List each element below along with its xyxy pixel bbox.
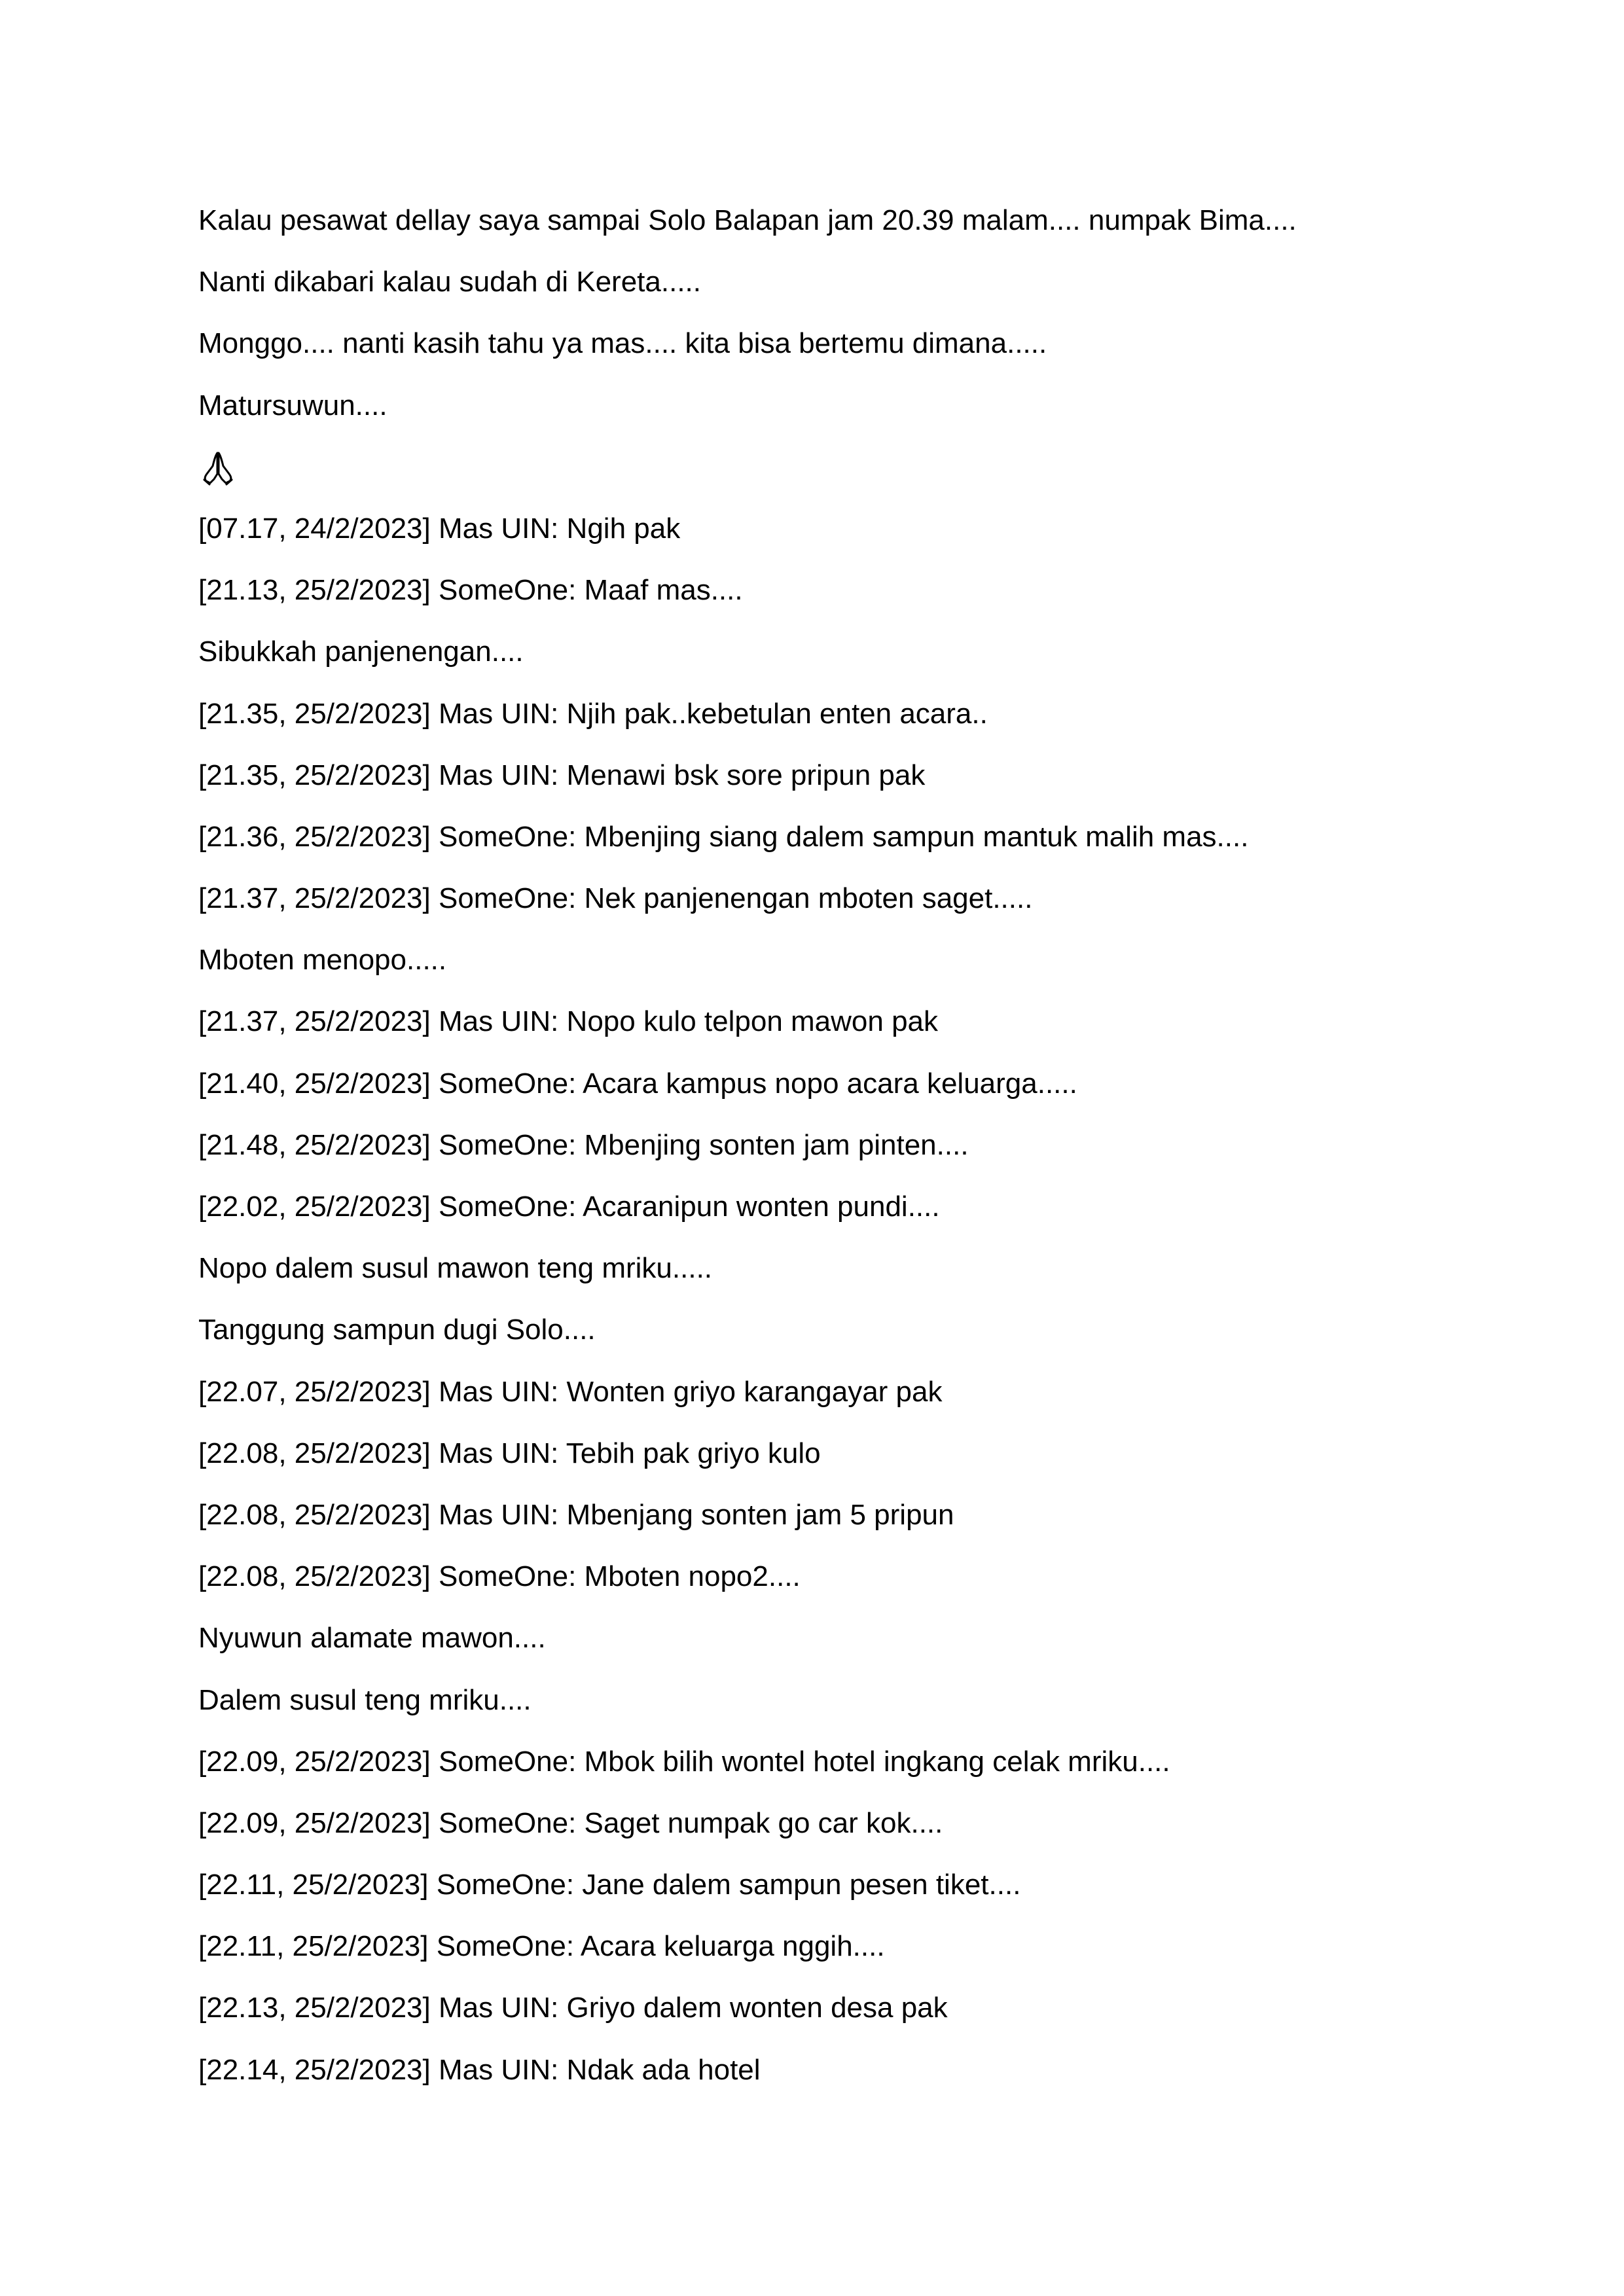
- text-line: Nopo dalem susul mawon teng mriku.....: [198, 1252, 713, 1285]
- text-line: [22.02, 25/2/2023] SomeOne: Acaranipun wonten pundi....: [198, 1191, 940, 1223]
- text-line: Tanggung sampun dugi Solo....: [198, 1314, 596, 1346]
- text-line: Nanti dikabari kalau sudah di Kereta.....: [198, 266, 702, 298]
- text-line: [21.36, 25/2/2023] SomeOne: Mbenjing siang dalem sampun mantuk malih mas....: [198, 820, 1249, 853]
- text-line: [21.13, 25/2/2023] SomeOne: Maaf mas....: [198, 574, 743, 607]
- text-line: [21.35, 25/2/2023] Mas UIN: Menawi bsk sore pripun pak: [198, 759, 926, 791]
- text-line: [22.14, 25/2/2023] Mas UIN: Ndak ada hotel: [198, 2053, 761, 2086]
- text-line: [22.13, 25/2/2023] Mas UIN: Griyo dalem wonten desa pak: [198, 1992, 948, 2024]
- text-line: [22.11, 25/2/2023] SomeOne: Acara keluarga nggih....: [198, 1930, 885, 1963]
- text-line: [21.37, 25/2/2023] Mas UIN: Nopo kulo telpon mawon pak: [198, 1005, 939, 1038]
- text-line: [21.37, 25/2/2023] SomeOne: Nek panjenengan mboten saget.....: [198, 882, 1033, 915]
- text-line: Monggo.... nanti kasih tahu ya mas.... kita bisa bertemu dimana.....: [198, 327, 1047, 360]
- text-line: [22.09, 25/2/2023] SomeOne: Saget numpak go car kok....: [198, 1806, 943, 1839]
- text-line: [22.09, 25/2/2023] SomeOne: Mbok bilih wontel hotel ingkang celak mriku....: [198, 1745, 1170, 1778]
- emoji-line: [198, 437, 1442, 498]
- text-line: [22.11, 25/2/2023] SomeOne: Jane dalem sampun pesen tiket....: [198, 1869, 1021, 1901]
- text-line: [21.40, 25/2/2023] SomeOne: Acara kampus nopo acara keluarga.....: [198, 1067, 1077, 1100]
- text-line: Matursuwun....: [198, 389, 388, 422]
- text-line: Nyuwun alamate mawon....: [198, 1622, 546, 1655]
- chat-transcript: [198, 190, 1442, 2101]
- text-line: Mboten menopo.....: [198, 944, 447, 977]
- text-line: Sibukkah panjenengan....: [198, 636, 524, 668]
- text-line: [22.08, 25/2/2023] Mas UIN: Mbenjang sonten jam 5 pripun: [198, 1498, 954, 1531]
- text-line: Dalem susul teng mriku....: [198, 1683, 532, 1716]
- text-line: [22.07, 25/2/2023] Mas UIN: Wonten griyo karangayar pak: [198, 1375, 943, 1408]
- text-line: [21.48, 25/2/2023] SomeOne: Mbenjing sonten jam pinten....: [198, 1128, 969, 1161]
- text-line: [07.17, 24/2/2023] Mas UIN: Ngih pak: [198, 512, 681, 545]
- text-line: Kalau pesawat dellay saya sampai Solo Balapan jam 20.39 malam.... numpak Bima....: [198, 204, 1297, 236]
- text-line: [22.08, 25/2/2023] SomeOne: Mboten nopo2....: [198, 1560, 801, 1593]
- text-line: [21.35, 25/2/2023] Mas UIN: Njih pak..kebetulan enten acara..: [198, 697, 988, 730]
- folded-hands-icon: [198, 448, 238, 487]
- text-line: [22.08, 25/2/2023] Mas UIN: Tebih pak griyo kulo: [198, 1437, 821, 1469]
